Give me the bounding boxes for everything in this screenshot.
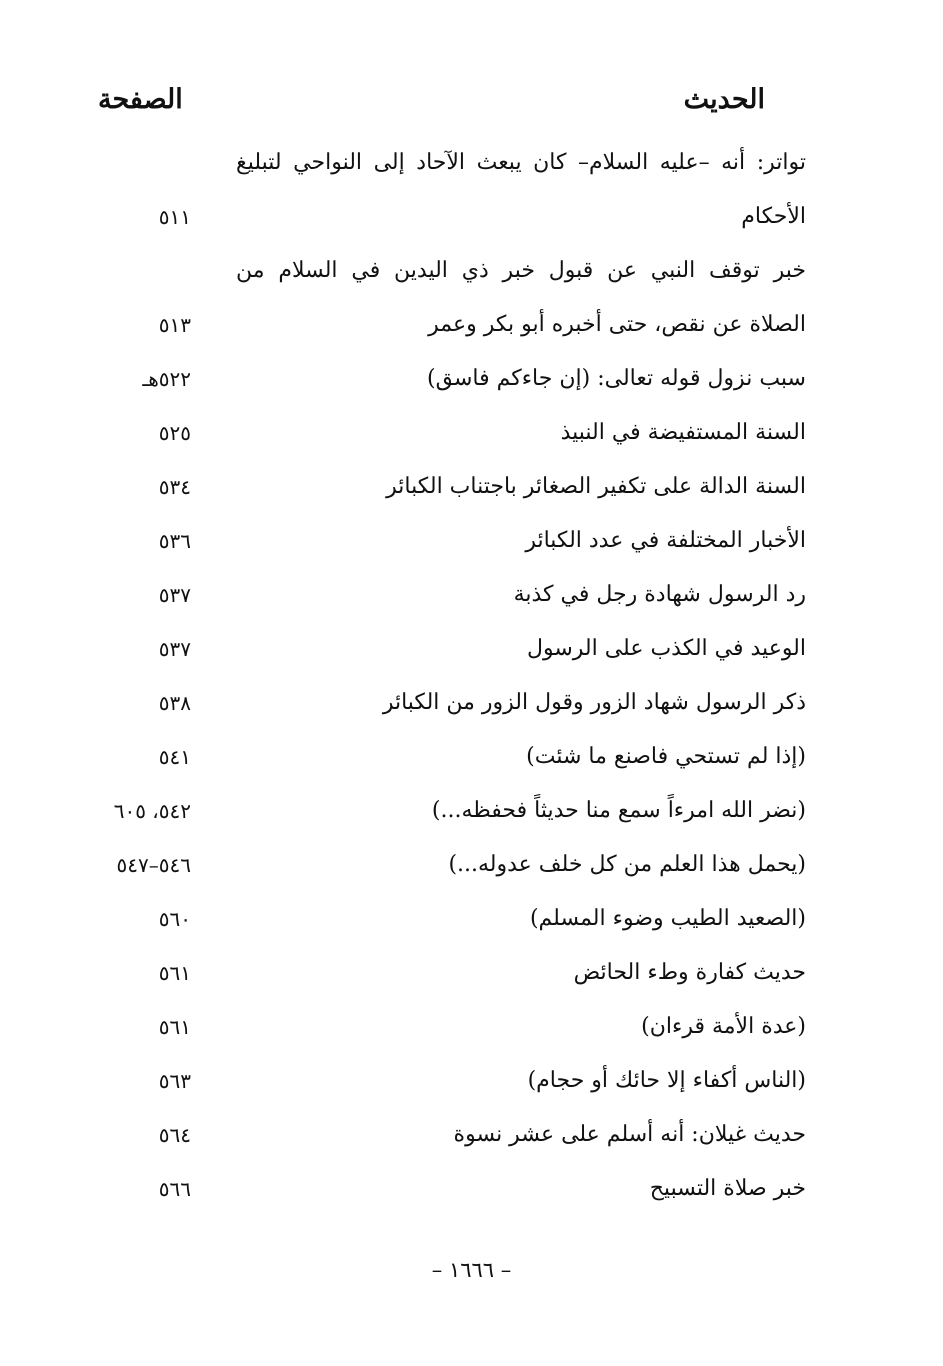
entry-page: ٥٤١ xyxy=(158,745,191,769)
index-entry xyxy=(0,733,943,787)
entry-text: الأحكام xyxy=(741,204,806,229)
entry-text: (إذا لم تستحي فاصنع ما شئت) xyxy=(526,744,806,769)
index-entry xyxy=(0,679,943,733)
entry-page: ٥١١ xyxy=(158,205,191,229)
index-entry xyxy=(0,841,943,895)
entry-text: السنة المستفيضة في النبيذ xyxy=(560,420,806,445)
index-entry xyxy=(0,355,943,409)
entry-page: ٥٣٧ xyxy=(158,583,191,607)
entry-page: ٥٤٦–٥٤٧ xyxy=(116,853,191,877)
index-entry xyxy=(0,949,943,1003)
entry-text: (يحمل هذا العلم من كل خلف عدوله...) xyxy=(448,852,806,877)
entry-text: (الناس أكفاء إلا حائك أو حجام) xyxy=(527,1068,806,1093)
entry-page: ٥٦٦ xyxy=(158,1177,191,1201)
entry-text: الوعيد في الكذب على الرسول xyxy=(526,636,806,661)
index-entry xyxy=(0,1057,943,1111)
index-entry xyxy=(0,787,943,841)
entry-page: ٥٣٨ xyxy=(158,691,191,715)
column-header-page: الصفحة xyxy=(98,84,183,115)
index-entry xyxy=(0,1111,943,1165)
entry-page: ٥٤٢، ٦٠٥ xyxy=(113,799,191,823)
index-list xyxy=(0,139,943,1219)
entry-text: خبر توقف النبي عن قبول خبر ذي اليدين في السلام من xyxy=(236,258,806,283)
entry-page: ٥١٣ xyxy=(158,313,191,337)
index-entry xyxy=(0,139,943,193)
entry-text: السنة الدالة على تكفير الصغائر باجتناب الكبائر xyxy=(386,474,806,499)
index-entry xyxy=(0,409,943,463)
entry-text: الأخبار المختلفة في عدد الكبائر xyxy=(525,528,806,553)
entry-page: ٥٢٢هـ xyxy=(142,367,191,391)
page-number: – ١٦٦٦ – xyxy=(431,1258,512,1282)
entry-text: ذكر الرسول شهاد الزور وقول الزور من الكبائر xyxy=(382,690,806,715)
index-entry xyxy=(0,517,943,571)
index-entry xyxy=(0,193,943,247)
entry-page: ٥٦٤ xyxy=(158,1123,191,1147)
entry-text: (الصعيد الطيب وضوء المسلم) xyxy=(529,906,806,931)
entry-text: الصلاة عن نقص، حتى أخبره أبو بكر وعمر xyxy=(428,312,806,337)
entry-text: (نضر الله امرءاً سمع منا حديثاً فحفظه...) xyxy=(431,798,806,823)
entry-page: ٥٢٥ xyxy=(158,421,191,445)
entry-page: ٥٣٤ xyxy=(158,475,191,499)
entry-page: ٥٦٣ xyxy=(158,1069,191,1093)
entry-page: ٥٣٦ xyxy=(158,529,191,553)
column-header-hadith: الحديث xyxy=(683,84,765,115)
entry-text: خبر صلاة التسبيح xyxy=(649,1176,806,1201)
entry-text: سبب نزول قوله تعالى: (إن جاءكم فاسق) xyxy=(427,366,806,391)
entry-text: (عدة الأمة قرءان) xyxy=(641,1014,806,1039)
entry-page: ٥٦١ xyxy=(158,1015,191,1039)
entry-text: رد الرسول شهادة رجل في كذبة xyxy=(513,582,806,607)
entry-text: تواتر: أنه –عليه السلام– كان يبعث الآحاد إلى النواحي لتبليغ xyxy=(236,150,806,175)
entry-page: ٥٣٧ xyxy=(158,637,191,661)
entry-text: حديث غيلان: أنه أسلم على عشر نسوة xyxy=(453,1122,806,1147)
entry-page: ٥٦٠ xyxy=(158,907,191,931)
index-entry xyxy=(0,1165,943,1219)
index-entry xyxy=(0,463,943,517)
index-entry xyxy=(0,571,943,625)
index-entry xyxy=(0,895,943,949)
index-entry xyxy=(0,1003,943,1057)
entry-page: ٥٦١ xyxy=(158,961,191,985)
index-entry xyxy=(0,301,943,355)
index-entry xyxy=(0,625,943,679)
index-entry xyxy=(0,247,943,301)
entry-text: حديث كفارة وطء الحائض xyxy=(573,960,806,985)
